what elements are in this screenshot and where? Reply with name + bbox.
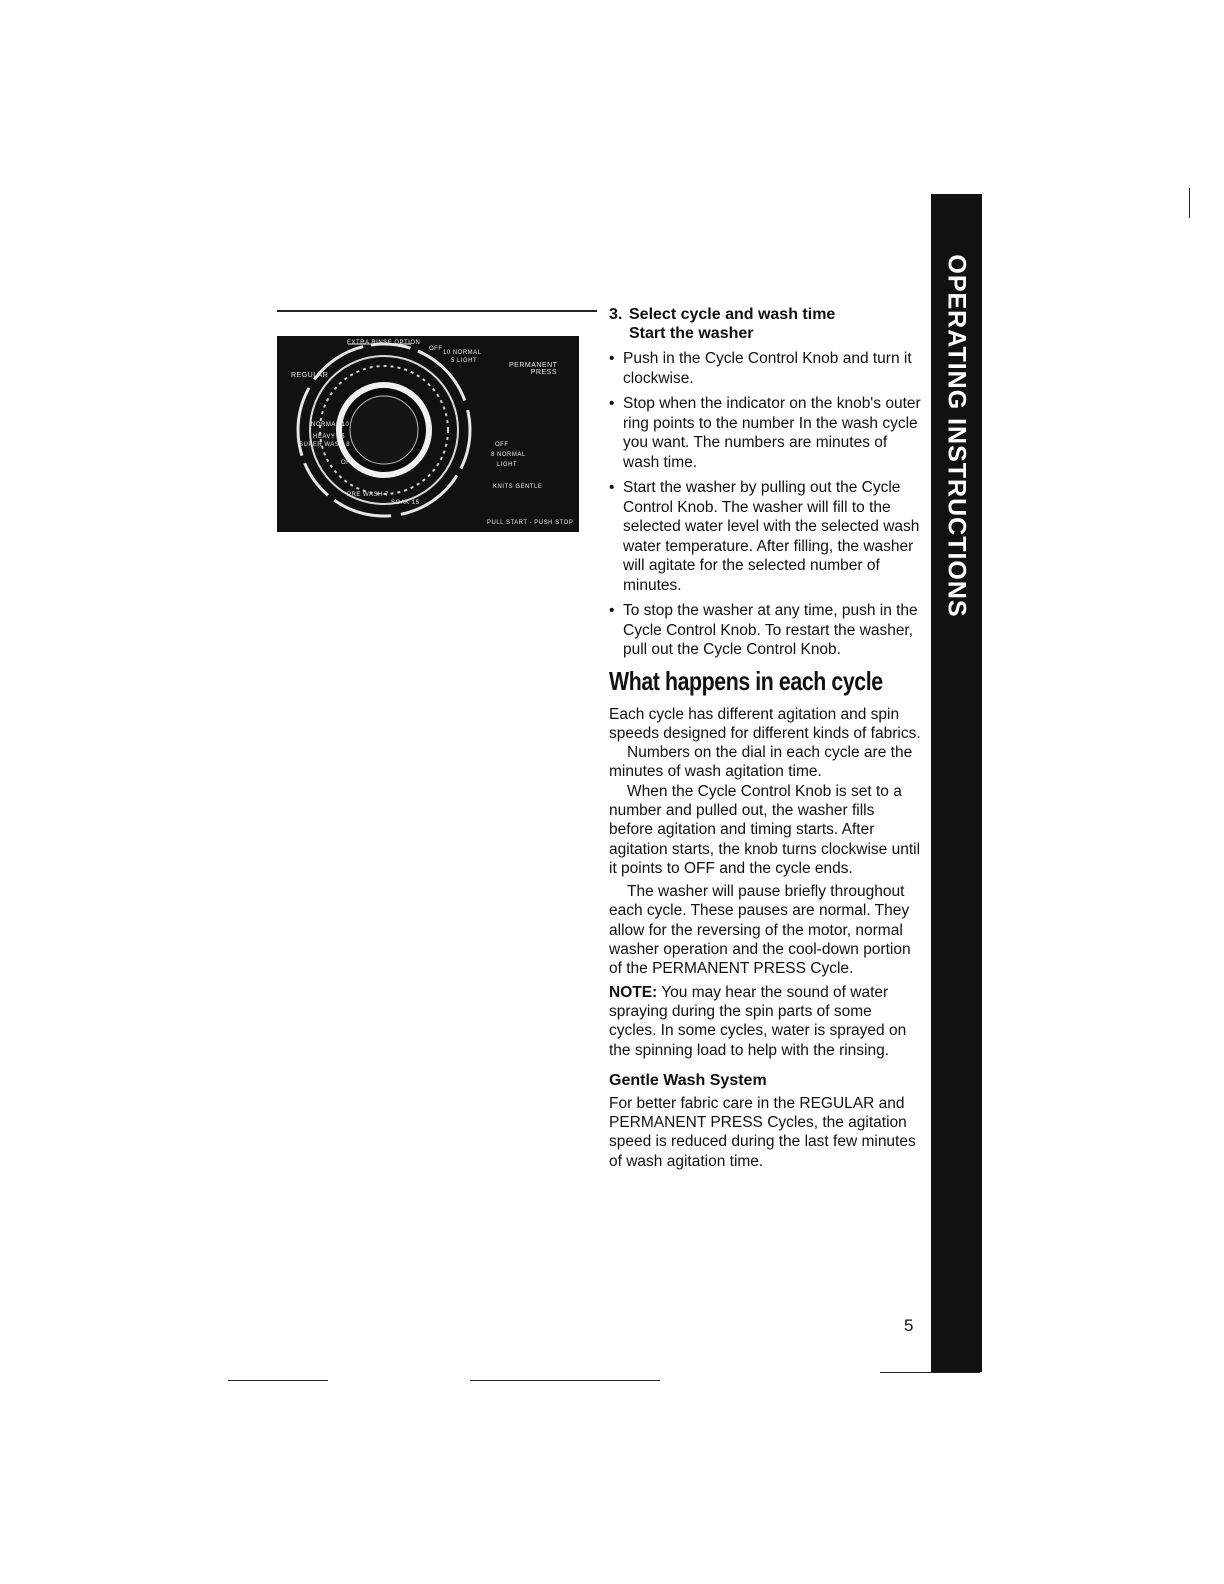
dial-label-pull-start: PULL START - PUSH STOP (487, 520, 574, 526)
side-tab-label: OPERATING INSTRUCTIONS (942, 254, 971, 618)
list-item: • To stop the washer at any time, push in the Cycle Control Knob. To restart the washer, pull out the Cycle Control Knob. (609, 601, 921, 660)
dial-label-normal-10: 10 NORMAL (443, 350, 482, 356)
dial-label-extra-rinse: EXTRA RINSE OPTION (347, 340, 421, 346)
step-title-line1: Select cycle and wash time (629, 306, 836, 323)
dial-label-light-right: LIGHT (497, 462, 518, 468)
dial-label-normal-left: NORMAL 10 (311, 422, 350, 428)
top-rule (277, 310, 597, 312)
step-title-line2: Start the washer (629, 325, 754, 342)
dial-label-super-wash: SUPER WASH 8 (299, 442, 351, 448)
list-item: • Stop when the indicator on the knob's outer ring points to the number In the wash cycle you want. The numbers are minutes of wash time. (609, 394, 921, 472)
section-title: What happens in each cycle (609, 665, 883, 696)
step-section (609, 305, 921, 1171)
bottom-rule-left (228, 1380, 328, 1381)
dial-label-regular: REGULAR (291, 372, 329, 379)
dial-label-off-right: OFF (495, 442, 509, 448)
dial-label-heavy: HEAVY 15 (313, 434, 346, 440)
dial-label-off: OFF (429, 346, 443, 352)
dial-label-soak: SOAK 15 (391, 500, 420, 506)
right-edge-mark (1189, 188, 1190, 218)
dial-label-permanent-press: PERMANENT PRESS (509, 362, 558, 376)
dial-label-pre-wash: PRE WASH 7 (347, 492, 389, 498)
dial-label-light-5: 5 LIGHT (451, 358, 478, 364)
bottom-rule-center (470, 1380, 660, 1381)
paragraph: Each cycle has different agitation and spin speeds designed for different kinds of fabrics. (609, 705, 921, 742)
note-text: You may hear the sound of water spraying during the spin parts of some cycles. In some cycles, water is sprayed on the spinning load to help with the rinsing. (609, 983, 907, 1059)
paragraph: Numbers on the dial in each cycle are the minutes of wash agitation time. (609, 744, 913, 781)
paragraph: For better fabric care in the REGULAR and PERMANENT PRESS Cycles, the agitation speed is reduced during the last few minutes of wash agitation time. (609, 1094, 916, 1170)
step-heading (609, 305, 921, 343)
page-number: 5 (904, 1316, 914, 1335)
step-number: 3. (609, 306, 623, 323)
paragraph: When the Cycle Control Knob is set to a number and pulled out, the washer fills before agitation and timing starts. After agitation starts, the knob turns clockwise until it points to OFF and the cycle ends. (609, 782, 921, 877)
bottom-rule-right (880, 1372, 980, 1373)
step-bullet-list (609, 349, 921, 660)
dial-label-normal-right: 8 NORMAL (491, 452, 526, 458)
gentle-wash-heading: Gentle Wash System (609, 1071, 767, 1089)
list-item: • Start the washer by pulling out the Cycle Control Knob. The washer will fill to the selected water level with the selected wash water temperature. After filling, the washer will agitate for the selected number of minutes. (609, 478, 921, 595)
cycle-dial-image (277, 336, 579, 532)
note-label: NOTE: (609, 983, 658, 1001)
dial-label-knits-gentle: KNITS GENTLE (493, 484, 543, 490)
list-item: • Push in the Cycle Control Knob and turn it clockwise. (609, 349, 921, 388)
paragraph: The washer will pause briefly throughout each cycle. These pauses are normal. They allow for the reversing of the motor, normal washer operation and the cool-down portion of the PERMANENT PRESS Cycle. (609, 883, 911, 978)
dial-label-off-left: OFF (341, 460, 355, 466)
note-paragraph (609, 983, 921, 1060)
